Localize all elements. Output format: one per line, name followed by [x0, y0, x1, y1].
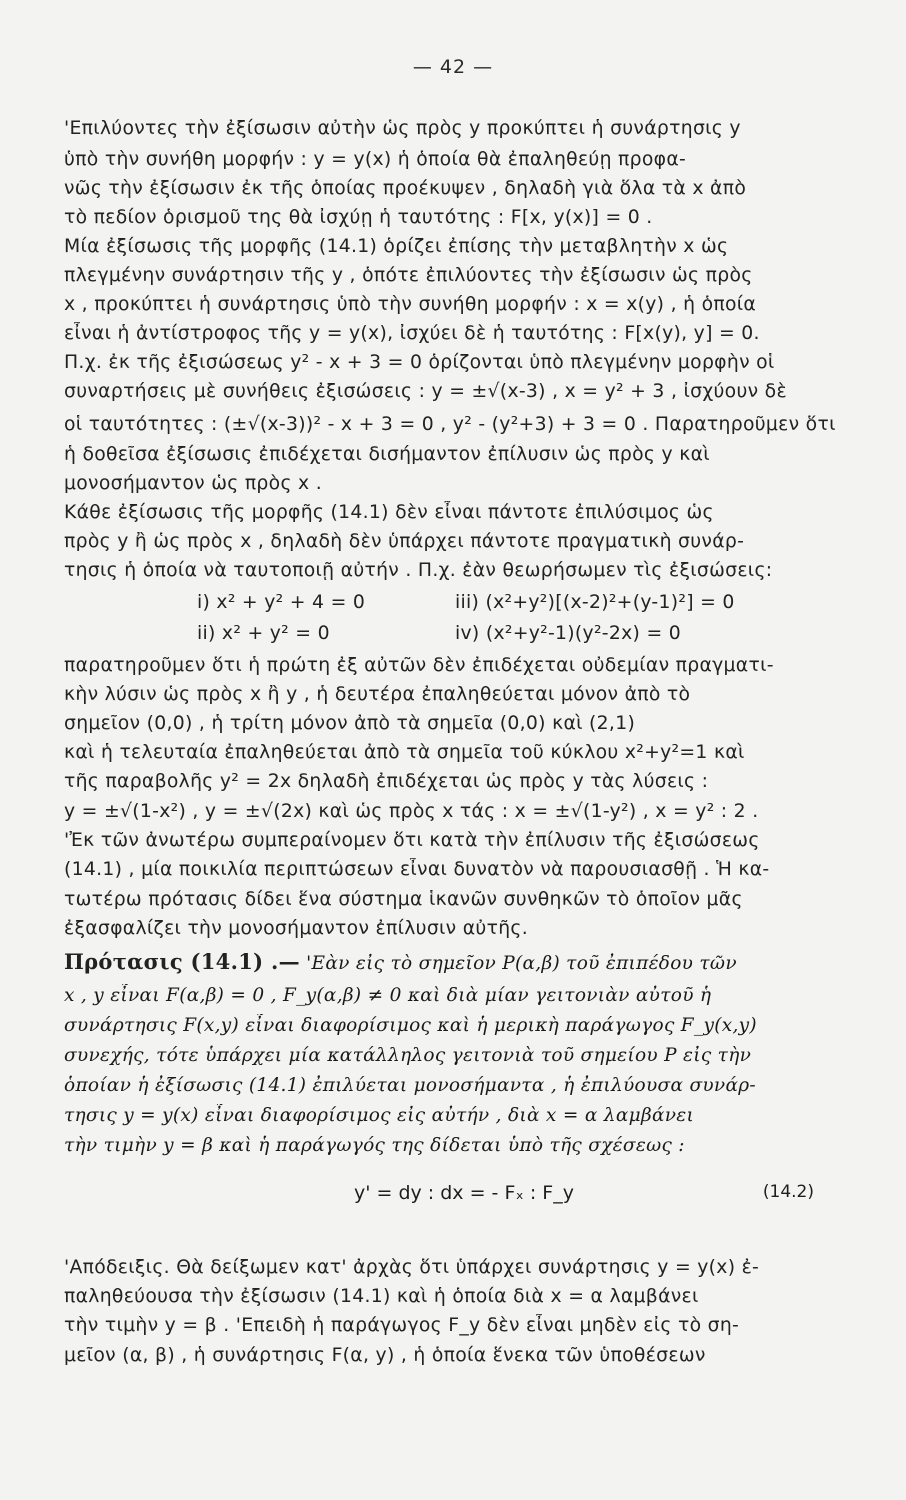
text-line: ἐξασφαλίζει τὴν μονοσήμαντον ἐπίλυσιν αὐτῆς. — [64, 918, 528, 939]
text-line: 'Επιλύοντες τὴν ἐξίσωσιν αὐτὴν ὡς πρὸς y προκύπτει ἡ συνάρτησις y — [64, 118, 741, 139]
text-line: πλεγμένην συνάρτησιν τῆς y , ὁπότε ἐπιλύοντες τὴν ἐξίσωσιν ὡς πρὸς — [64, 265, 753, 286]
text-line: τησις y = y(x) εἶναι διαφορίσιμος εἰς αὐτήν , διὰ x = α λαμβάνει — [64, 1105, 695, 1126]
formula-label: (14.2) — [762, 1182, 814, 1202]
equation-i: i) x² + y² + 4 = 0 — [197, 592, 366, 613]
text-line: κὴν λύσιν ὡς πρὸς x ἢ y , ἡ δευτέρα ἐπαληθεύεται μόνον ἀπὸ τὸ — [64, 684, 691, 705]
text-line: Μία ἐξίσωσις τῆς μορφῆς (14.1) ὁρίζει ἐπίσης τὴν μεταβλητὴν x ὡς — [64, 236, 729, 257]
text-line: ὁποίαν ἡ ἐξίσωσις (14.1) ἐπιλύεται μονοσήμαντα , ἡ ἐπιλύουσα συνάρ- — [64, 1075, 756, 1096]
text-line: τὴν τιμὴν y = β . 'Επειδὴ ἡ παράγωγος F_y δὲν εἶναι μηδὲν εἰς τὸ ση- — [64, 1315, 740, 1336]
text-line: νῶς τὴν ἐξίσωσιν ἐκ τῆς ὁποίας προέκυψεν , δηλαδὴ γιὰ ὅλα τὰ x ἀπὸ — [64, 178, 747, 199]
equation-iv: iv) (x²+y²-1)(y²-2x) = 0 — [455, 623, 681, 644]
text-line: x , προκύπτει ἡ συνάρτησις ὑπὸ τὴν συνήθη μορφήν : x = x(y) , ἡ ὁποία — [64, 294, 757, 315]
text-line: τησις ἡ ὁποία νὰ ταυτοποιῇ αὐτήν . Π.χ. ἐὰν θεωρήσωμεν τὶς ἐξισώσεις: — [64, 560, 773, 581]
text-line: παρατηροῦμεν ὅτι ἡ πρώτη ἐξ αὐτῶν δὲν ἐπιδέχεται οὐδεμίαν πραγματι- — [64, 655, 774, 676]
text-line: μεῖον (α, β) , ἡ συνάρτησις F(α, y) , ἡ ὁποία ἕνεκα τῶν ὑποθέσεων — [64, 1345, 706, 1366]
text-line: τωτέρω πρότασις δίδει ἕνα σύστημα ἱκανῶν συνθηκῶν τὸ ὁποῖον μᾶς — [64, 889, 743, 910]
equation-ii: ii) x² + y² = 0 — [197, 623, 330, 644]
text-line: τὸ πεδίον ὁρισμοῦ της θὰ ἰσχύῃ ἡ ταυτότης : F[x, y(x)] = 0 . — [64, 207, 653, 228]
text-line: συναρτήσεις μὲ συνήθεις ἐξισώσεις : y = ±√(x-3) , x = y² + 3 , ἰσχύουν δὲ — [64, 381, 787, 402]
text-line: μονοσήμαντον ὡς πρὸς x . — [64, 473, 322, 494]
text-line: x , y εἶναι F(α,β) = 0 , F_y(α,β) ≠ 0 καὶ διὰ μίαν γειτονιὰν αὐτοῦ ἡ — [64, 985, 712, 1006]
text-line: οἱ ταυτότητες : (±√(x-3))² - x + 3 = 0 , y² - (y²+3) + 3 = 0 . Παρατηροῦμεν ὅτι — [64, 414, 836, 435]
text-line: σημεῖον (0,0) , ἡ τρίτη μόνον ἀπὸ τὰ σημεῖα (0,0) καὶ (2,1) — [64, 713, 636, 734]
text-line: καὶ ἡ τελευταία ἐπαληθεύεται ἀπὸ τὰ σημεῖα τοῦ κύκλου x²+y²=1 καὶ — [64, 742, 745, 763]
page-number: — 42 — — [412, 56, 494, 78]
text-line: 'Ἐκ τῶν ἀνωτέρω συμπεραίνομεν ὅτι κατὰ τὴν ἐπίλυσιν τῆς ἐξισώσεως — [64, 830, 760, 851]
text-line: y = ±√(1-x²) , y = ±√(2x) καὶ ὡς πρὸς x τάς : x = ±√(1-y²) , x = y² : 2 . — [64, 801, 759, 822]
text-line: πρὸς y ἢ ὡς πρὸς x , δηλαδὴ δὲν ὑπάρχει πάντοτε πραγματικὴ συνάρ- — [64, 531, 745, 552]
text-line: εἶναι ἡ ἀντίστροφος τῆς y = y(x), ἰσχύει δὲ ἡ ταυτότης : F[x(y), y] = 0. — [64, 323, 760, 344]
text-line: (14.1) , μία ποικιλία περιπτώσεων εἶναι δυνατὸν νὰ παρουσιασθῇ . Ἡ κα- — [64, 859, 770, 880]
text-line: ἡ δοθεῖσα ἐξίσωσις ἐπιδέχεται δισήμαντον ἐπίλυσιν ὡς πρὸς y καὶ — [64, 444, 710, 465]
equation-iii: iii) (x²+y²)[(x-2)²+(y-1)²] = 0 — [455, 592, 735, 613]
proposition-first-line — [64, 950, 854, 976]
text-line: Κάθε ἐξίσωσις τῆς μορφῆς (14.1) δὲν εἶναι πάντοτε ἐπιλύσιμος ὡς — [64, 502, 714, 523]
text-line: 'Απόδειξις. Θὰ δείξωμεν κατ' ἀρχὰς ὅτι ὑπάρχει συνάρτησις y = y(x) ἐ- — [64, 1257, 760, 1278]
text-line: συνεχής, τότε ὑπάρχει μία κατάλληλος γειτονιὰ τοῦ σημείου P εἰς τὴν — [64, 1045, 752, 1066]
text-line: ὑπὸ τὴν συνήθη μορφήν : y = y(x) ἡ ὁποία θὰ ἐπαληθεύῃ προφα- — [64, 149, 687, 170]
text-line: τὴν τιμὴν y = β καὶ ἡ παράγωγός της δίδεται ὑπὸ τῆς σχέσεως : — [64, 1135, 685, 1156]
proposition-text: 'Εὰν εἰς τὸ σημεῖον P(α,β) τοῦ ἐπιπέδου τῶν — [306, 953, 737, 974]
proposition-heading: Πρότασις (14.1) .— — [64, 950, 300, 974]
text-line: συνάρτησις F(x,y) εἶναι διαφορίσιμος καὶ ἡ μερικὴ παράγωγος F_y(x,y) — [64, 1015, 757, 1036]
text-line: Π.χ. ἐκ τῆς ἐξισώσεως y² - x + 3 = 0 ὁρίζονται ὑπὸ πλεγμένην μορφὴν οἱ — [64, 352, 775, 373]
text-line: παληθεύουσα τὴν ἐξίσωσιν (14.1) καὶ ἡ ὁποία διὰ x = α λαμβάνει — [64, 1286, 699, 1307]
text-line: τῆς παραβολῆς y² = 2x δηλαδὴ ἐπιδέχεται ὡς πρὸς y τὰς λύσεις : — [64, 771, 709, 792]
formula-text: y' = dy : dx = - Fₓ : F_y — [354, 1182, 574, 1204]
